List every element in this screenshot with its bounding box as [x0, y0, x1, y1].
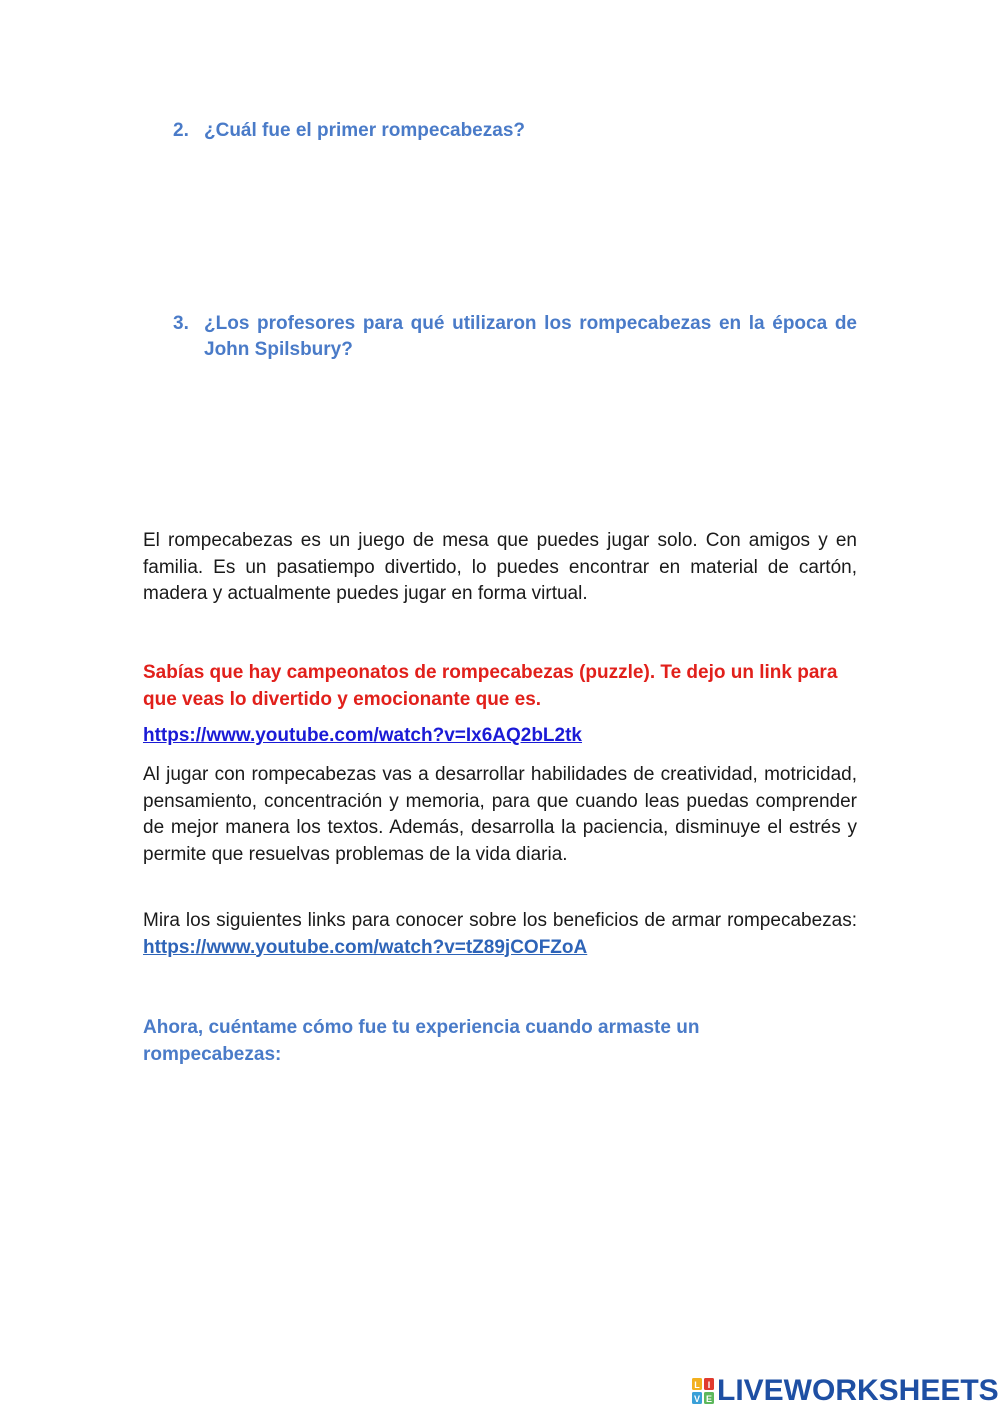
liveworksheets-logo	[692, 1374, 999, 1408]
question-number: 2.	[173, 120, 189, 141]
benefits-paragraph: Al jugar con rompecabezas vas a desarrollar habilidades de creatividad, motricidad, pensamiento, concentración y memoria, para que cuando leas puedas comprender de mejor manera los textos. Además, desarrolla la paciencia, disminuye el estrés y permite que resuelvas problemas de la vida diaria.	[143, 764, 857, 865]
intro-paragraph: El rompecabezas es un juego de mesa que puedes jugar solo. Con amigos y en familia. Es un pasatiempo divertido, lo puedes encontrar en material de cartón, madera y actualmente puedes jugar en forma virtual.	[143, 530, 857, 604]
question-3	[173, 311, 857, 363]
question-text: ¿Cuál fue el primer rompecabezas?	[204, 120, 525, 141]
link-1-paragraph	[143, 723, 857, 750]
links-intro-text: Mira los siguientes links para conocer sobre los beneficios de armar rompecabezas:	[143, 910, 857, 931]
svg-text:V: V	[693, 1394, 701, 1404]
youtube-link-1[interactable]: https://www.youtube.com/watch?v=Ix6AQ2bL2tk	[143, 725, 583, 746]
liveworksheets-logo-text: LIVEWORKSHEETS	[717, 1374, 999, 1407]
liveworksheets-logo-icon	[692, 1378, 714, 1404]
svg-text:L: L	[694, 1380, 700, 1390]
question-2	[173, 118, 857, 144]
youtube-link-2[interactable]: https://www.youtube.com/watch?v=tZ89jCOFZoA	[143, 936, 588, 958]
links-intro-paragraph	[143, 908, 857, 961]
question-text: ¿Los profesores para qué utilizaron los rompecabezas en la época de John Spilsbury?	[204, 313, 857, 360]
championship-note: Sabías que hay campeonatos de rompecabezas (puzzle). Te dejo un link para que veas lo divertido y emocionante que es.	[143, 662, 838, 710]
experience-prompt: Ahora, cuéntame cómo fue tu experiencia cuando armaste un rompecabezas:	[143, 1017, 700, 1065]
svg-text:E: E	[705, 1394, 713, 1404]
question-number: 3.	[173, 313, 189, 334]
svg-text:I: I	[707, 1380, 711, 1390]
